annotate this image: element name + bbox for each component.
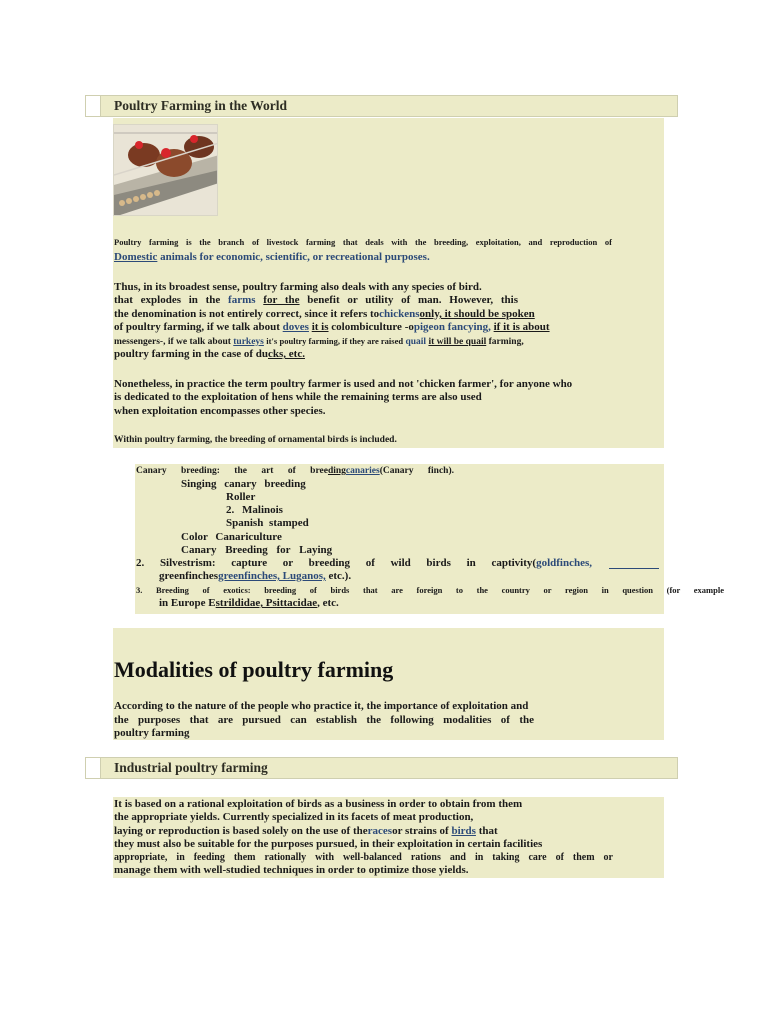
para-line: the appropriate yields. Currently specialized in its facets of meat production, — [114, 811, 474, 823]
link-canaries[interactable]: canaries — [345, 466, 380, 476]
blank-underline — [609, 568, 659, 569]
para-line: Thus, in its broadest sense, poultry farming also deals with any species of bird. — [114, 281, 482, 293]
para-line: is dedicated to the exploitation of hens while the remaining terms are also used — [114, 391, 482, 403]
list-item: Canary Breeding for Laying — [181, 544, 333, 556]
para-line: the denomination is not entirely correct, since it refers tochickensonly, it should be spoken — [114, 308, 535, 320]
subsection-title: Industrial poultry farming — [114, 760, 268, 775]
section-header — [85, 95, 678, 117]
list-item: 3. Breeding of exotics: breeding of birds that are foreign to the country or region in question (for example — [136, 585, 724, 595]
link-turkeys[interactable]: turkeys — [233, 337, 264, 347]
para-line: manage them with well-studied techniques in order to optimize those yields. — [114, 864, 469, 876]
para-line: of poultry farming, if we talk about doves it is colombiculture -opigeon fancying, if it is about — [114, 321, 550, 333]
header-notch — [86, 96, 101, 116]
link-estrildidae[interactable]: strildidae, Psittacidae — [215, 597, 318, 609]
list-item: Roller — [226, 491, 256, 503]
para-line: appropriate, in feeding them rationally with well-balanced rations and in taking care of them or — [114, 852, 613, 863]
link-doves[interactable]: doves — [282, 321, 309, 333]
para-line: they must also be suitable for the purposes pursued, in their exploitation in certain facilities — [114, 838, 543, 850]
link-greenfinches[interactable]: greenfinches, Luganos, — [218, 570, 326, 582]
intro-line: Domestic animals for economic, scientific, or recreational purposes. — [114, 251, 430, 263]
link-birds[interactable]: birds — [451, 825, 476, 837]
link-races[interactable]: races — [367, 825, 393, 837]
link-farms[interactable]: farms — [228, 294, 256, 306]
para-line: Within poultry farming, the breeding of ornamental birds is included. — [114, 435, 397, 445]
para-line: According to the nature of the people who practice it, the importance of exploitation and — [114, 700, 529, 712]
para-line: It is based on a rational exploitation of birds as a business in order to obtain from them — [114, 798, 523, 810]
link-chickens[interactable]: chickens — [379, 308, 420, 320]
para-line: when exploitation encompasses other species. — [114, 405, 326, 417]
list-item: Singing canary breeding — [181, 478, 306, 490]
list-item: greenfinchesgreenfinches, Luganos, etc.). — [159, 570, 352, 582]
para-line: poultry farming in the case of ducks, etc. — [114, 348, 305, 360]
page-title: Poultry Farming in the World — [114, 98, 288, 113]
para-line: that explodes in the farms for the benefit or utility of man. However, this — [114, 294, 519, 306]
link-pigeon-fancying[interactable]: pigeon fancying, — [413, 321, 491, 333]
list-item: 2. Malinois — [226, 504, 283, 516]
list-item: Canary breeding: the art of breedingcanaries(Canary finch). — [136, 466, 454, 476]
para-line: messengers-, if we talk about turkeys it's poultry farming, if they are raised quail it will be quail farming, — [114, 336, 524, 347]
para-line: the purposes that are pursued can establish the following modalities of the — [114, 714, 534, 726]
link-quail[interactable]: quail — [405, 337, 427, 347]
link-goldfinches[interactable]: goldfinches, — [536, 557, 592, 569]
section-heading: Modalities of poultry farming — [114, 657, 394, 682]
list-item: in Europe Estrildidae, Psittacidae, etc. — [159, 597, 339, 609]
list-item: Spanish stamped — [226, 517, 309, 529]
link-domestic[interactable]: Domestic — [114, 251, 158, 263]
para-line: laying or reproduction is based solely on the use of theracesor strains of birds that — [114, 825, 498, 837]
list-item: 2. Silvestrism: capture or breeding of wild birds in captivity(goldfinches, — [136, 557, 592, 569]
list-item: Color Canariculture — [181, 531, 282, 543]
hens-photo-icon — [113, 124, 218, 216]
intro-line: Poultry farming is the branch of livestock farming that deals with the breeding, exploitation, and reproduction of — [114, 237, 612, 247]
para-line: poultry farming — [114, 727, 190, 739]
para-line: Nonetheless, in practice the term poultry farmer is used and not 'chicken farmer', for anyone who — [114, 378, 573, 390]
section-header — [85, 757, 678, 779]
header-notch — [86, 758, 101, 778]
